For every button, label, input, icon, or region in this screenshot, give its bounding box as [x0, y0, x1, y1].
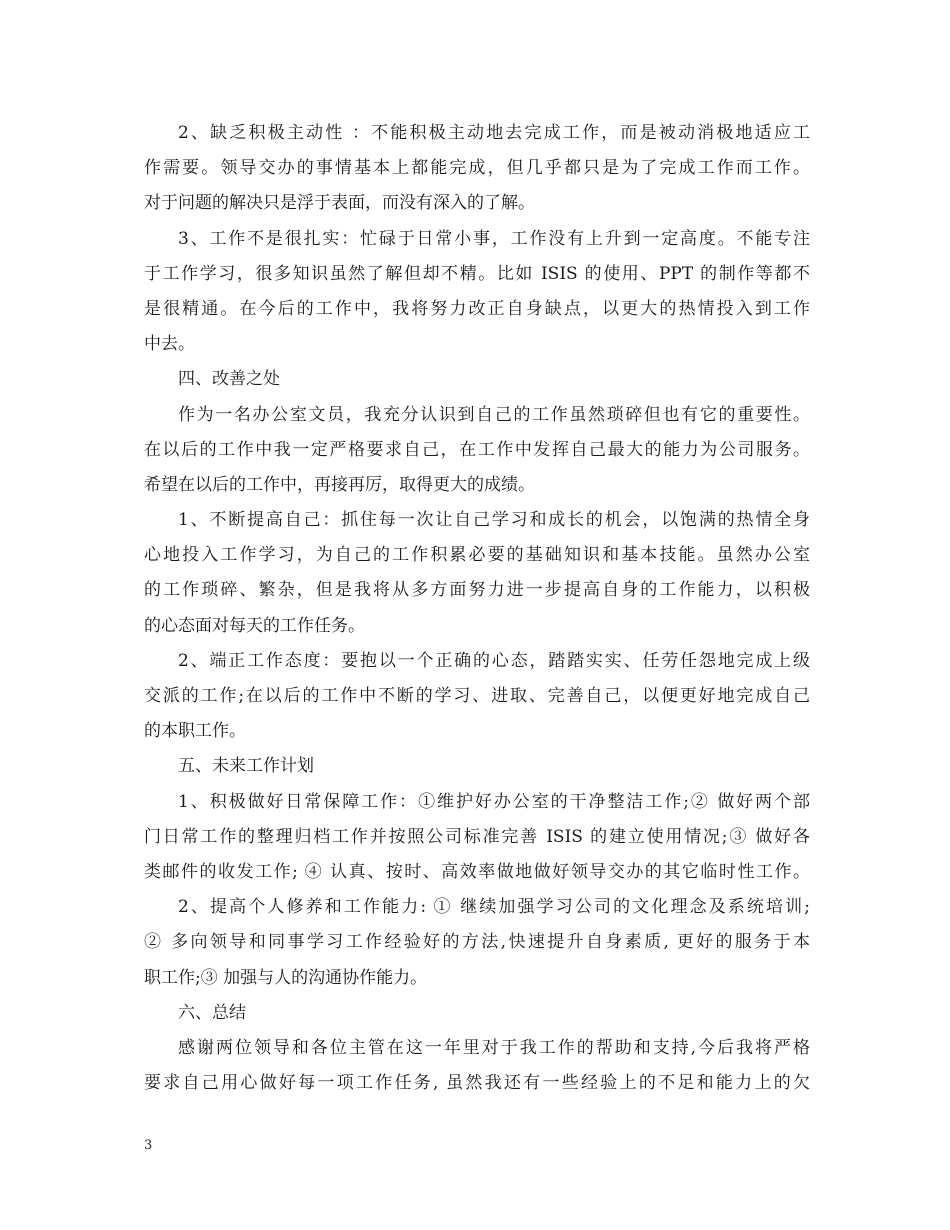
- text-line: 的工作琐碎、繁杂，但是我将从多方面努力进一步提高自身的工作能力，以积极: [144, 580, 810, 601]
- text-line: 心地投入工作学习，为自己的工作积累必要的基础知识和基本技能。虽然办公室: [144, 545, 810, 566]
- text-line: 希望在以后的工作中，再接再厉，取得更大的成绩。: [144, 474, 535, 495]
- text-line: 1、积极做好日常保障工作：①维护好办公室的干净整洁工作;② 做好两个部: [178, 791, 810, 812]
- text-line: 的心态面对每天的工作任务。: [144, 615, 365, 636]
- text-line: 交派的工作;在以后的工作中不断的学习、进取、完善自己，以便更好地完成自己: [144, 686, 810, 706]
- text-line: 作为一名办公室文员，我充分认识到自己的工作虽然琐碎但也有它的重要性。: [178, 404, 810, 425]
- text-line: 感谢两位领导和各位主管在这一年里对于我工作的帮助和支持,今后我将严格: [178, 1037, 810, 1058]
- text-line: 1、不断提高自己：抓住每一次让自己学习和成长的机会，以饱满的热情全身: [178, 510, 810, 531]
- text-line: 对于问题的解决只是浮于表面，而没有深入的了解。: [144, 193, 535, 214]
- document-body: [144, 116, 810, 1101]
- text-line: 职工作;③ 加强与人的沟通协作能力。: [144, 967, 428, 988]
- text-line: 2、端正工作态度：要抱以一个正确的心态，踏踏实实、任劳任怨地完成上级: [178, 650, 810, 671]
- text-line: 2、提高个人修养和工作能力: ① 继续加强学习公司的文化理念及系统培训;: [178, 897, 810, 918]
- text-line: ② 多向领导和同事学习工作经验好的方法,快速提升自身素质, 更好的服务于本: [144, 932, 810, 953]
- text-line: 在以后的工作中我一定严格要求自己，在工作中发挥自己最大的能力为公司服务。: [144, 439, 810, 460]
- text-line: 中去。: [144, 334, 195, 355]
- text-line: 类邮件的收发工作; ④ 认真、按时、高效率做地做好领导交办的其它临时性工作。: [144, 861, 810, 882]
- text-line: 的本职工作。: [144, 721, 246, 742]
- text-line: 3、工作不是很扎实：忙碌于日常小事，工作没有上升到一定高度。不能专注: [178, 228, 810, 249]
- text-line: 作需要。领导交办的事情基本上都能完成，但几乎都只是为了完成工作而工作。: [144, 158, 810, 179]
- text-line: 于工作学习，很多知识虽然了解但却不精。比如 ISIS 的使用、PPT 的制作等都不: [144, 263, 810, 284]
- text-line: 是很精通。在今后的工作中，我将努力改正自身缺点，以更大的热情投入到工作: [144, 298, 810, 319]
- text-line: 四、改善之处: [178, 369, 280, 390]
- text-line: 六、总结: [178, 1002, 246, 1023]
- text-line: 2、缺乏积极主动性 ：不能积极主动地去完成工作，而是被动消极地适应工: [178, 123, 810, 143]
- text-line: 要求自己用心做好每一项工作任务, 虽然我还有一些经验上的不足和能力上的欠: [144, 1073, 810, 1094]
- text-line: 五、未来工作计划: [178, 756, 314, 777]
- text-line: 门日常工作的整理归档工作并按照公司标准完善 ISIS 的建立使用情况;③ 做好各: [144, 826, 810, 847]
- page-number: 3: [144, 1138, 153, 1153]
